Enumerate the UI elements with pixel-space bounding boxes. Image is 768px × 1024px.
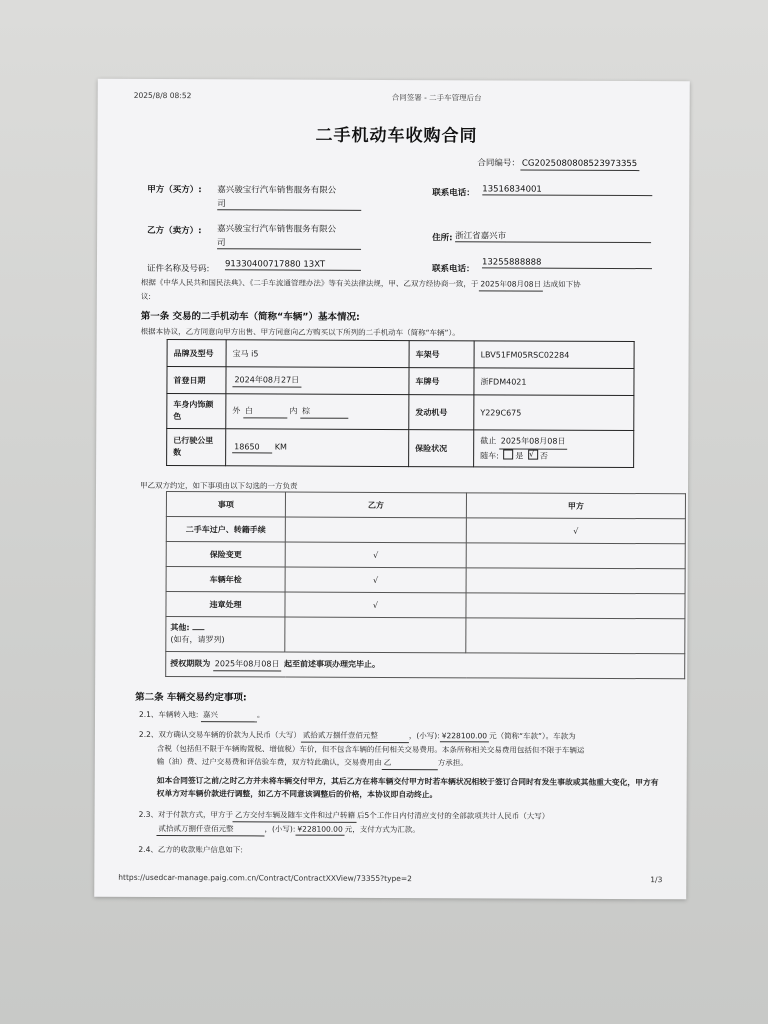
table-row xyxy=(167,367,634,396)
clause-2-2-line2: 含税（包括但不限于车辆购置税、增值税）车价，但不包含车辆的任何相关交易费用。本条所称相关交易费用包括但不限于车辆运 xyxy=(156,743,585,755)
party-a-label: 甲方（买方）: xyxy=(147,184,202,196)
other-hint: (如有，请罗列) xyxy=(170,635,225,645)
clause-2-2-text-a: 2.2、双方确认交易车辆的价款为人民币（大写） xyxy=(138,729,301,740)
mileage-unit: KM xyxy=(274,441,287,452)
agreement-intro-text: 甲乙双方约定，如下事项由以下勾选的一方负责 xyxy=(139,480,298,491)
id-value: 91330400717880 13XT xyxy=(225,259,361,271)
article1-title: 第一条 交易的二手机动车（简称“车辆”）基本情况: xyxy=(140,310,360,323)
row-b-mark: √ xyxy=(285,592,466,618)
table-row xyxy=(166,652,685,679)
deadline-suffix: 起至前述事项办理完毕止。 xyxy=(284,659,381,669)
col-b-header: 乙方 xyxy=(285,492,466,518)
contract-number-label: 合同编号： xyxy=(477,158,520,169)
clause-2-2-line3-a: 输（油）费、过户交易费和评估验车费，双方特此确认，交易费用由 xyxy=(156,756,382,767)
preamble-text-b: 达成如下协 xyxy=(543,279,581,289)
brand-label: 品牌及型号 xyxy=(167,340,226,367)
follow-no-label: 否 xyxy=(539,451,548,461)
insurance-cell xyxy=(474,430,634,468)
col-a-header: 甲方 xyxy=(466,493,685,519)
party-a-phone: 13516834001 xyxy=(482,184,652,196)
responsibility-table xyxy=(165,491,686,679)
deadline-cell xyxy=(166,652,685,679)
follow-no-checkbox[interactable] xyxy=(528,450,538,460)
party-b-name-line1: 嘉兴骏宝行汽车销售服务有限公 xyxy=(217,224,337,235)
party-b-phone-label: 联系电话： xyxy=(431,264,475,275)
row-a-mark xyxy=(466,568,685,594)
article2-title: 第二条 车辆交易约定事项: xyxy=(135,691,247,704)
table-row xyxy=(166,567,685,594)
id-label: 证件名称及号码: xyxy=(146,263,210,275)
other-b-mark xyxy=(285,617,466,653)
reg-date-value: 2024年08月27日 xyxy=(232,374,301,387)
reg-date-label: 首登日期 xyxy=(167,367,226,394)
clause-2-3-line1 xyxy=(139,809,550,824)
col-item-header: 事项 xyxy=(166,492,285,518)
table-row xyxy=(166,542,685,569)
clause-2-3-text-d: 元，支付方式为汇款。 xyxy=(344,824,420,835)
table-row xyxy=(166,617,685,654)
deadline-label: 授权期限为 xyxy=(170,658,211,668)
other-label: 其他: xyxy=(170,623,190,633)
ext-prefix: 外 xyxy=(232,405,241,415)
contract-number-value: CG2025080808523973355 xyxy=(520,159,639,172)
clause-2-1-value: 嘉兴 xyxy=(201,709,257,722)
other-blank xyxy=(192,628,204,630)
print-datetime: 2025/8/8 08:52 xyxy=(133,90,192,101)
clause-2-2-lower: ¥228100.00 xyxy=(440,731,489,742)
table-row xyxy=(167,429,634,468)
clause-2-3-text-c: ，(小写): xyxy=(264,824,296,834)
mileage-label: 已行驶公里数 xyxy=(167,429,226,466)
clause-2-3-lower: ¥228100.00 xyxy=(295,825,344,836)
engine-label: 发动机号 xyxy=(409,395,474,430)
table-row xyxy=(167,394,634,431)
clause-2-2-line3-b: 方承担。 xyxy=(437,758,468,768)
int-prefix: 内 xyxy=(289,406,298,416)
party-b-phone: 13255888888 xyxy=(482,257,652,269)
insurance-until: 2025年08月08日 xyxy=(499,434,568,449)
clause-2-2-line1 xyxy=(139,729,576,744)
party-a-name-line1: 嘉兴骏宝行汽车销售服务有限公 xyxy=(217,185,337,196)
vin-value: LBV51FM05RSC02284 xyxy=(474,341,634,369)
follow-yes-checkbox[interactable] xyxy=(503,449,513,459)
clause-2-3-cond: 乙方交付车辆及随车文件和过户转籍 xyxy=(233,809,357,823)
int-color: 棕 xyxy=(300,405,348,418)
party-a-phone-label: 联系电话： xyxy=(432,188,475,199)
clause-2-4: 2.4、乙方的收款账户信息如下: xyxy=(138,844,243,855)
clause-2-1-label: 2.1、车辆转入地: xyxy=(138,709,199,720)
contract-title: 二手机动车收购合同 xyxy=(315,125,478,147)
clause-2-3-upper: 贰拾贰万捌仟壹佰元整 xyxy=(156,823,264,836)
preamble-line1 xyxy=(141,277,581,292)
mileage-value: 18650 xyxy=(232,442,272,453)
row-a-mark xyxy=(466,543,685,569)
color-cell xyxy=(226,394,409,430)
clause-2-2-upper: 贰拾贰万捌仟壹佰元整 xyxy=(301,730,409,743)
row-b-mark: √ xyxy=(285,542,466,568)
mileage-cell xyxy=(226,429,409,467)
print-page-number: 1/3 xyxy=(650,875,663,885)
plate-value: 浙FDM4021 xyxy=(474,368,634,396)
table-row xyxy=(167,340,634,369)
clause-2-2-party: 乙 xyxy=(382,757,438,770)
clause-2-3-text-a: 2.3、对于付款方式，甲方于 xyxy=(138,809,234,820)
print-page-title: 合同签署 - 二手车管理后台 xyxy=(391,92,482,103)
plate-label: 车牌号 xyxy=(409,368,474,395)
reg-date-cell xyxy=(226,367,409,395)
clause-2-2-line3 xyxy=(157,756,468,770)
follow-yes-label: 是 xyxy=(515,451,524,461)
contract-number xyxy=(477,150,639,171)
vehicle-info-table xyxy=(166,339,635,468)
preamble-line2: 议: xyxy=(140,291,151,301)
row-item: 二手车过户、转籍手续 xyxy=(166,517,285,543)
clause-2-2-text-b: ，(小写): xyxy=(408,731,440,741)
clause-2-3-text-b: 后5个工作日内付清应支付的全部款项共计人民币（大写） xyxy=(356,810,550,821)
other-a-mark xyxy=(466,618,685,654)
contract-sheet xyxy=(94,79,690,900)
row-a-mark: √ xyxy=(466,518,685,544)
vin-label: 车架号 xyxy=(409,341,474,368)
party-b-address-label: 住所: xyxy=(432,233,453,244)
row-item: 车辆年检 xyxy=(166,567,285,593)
insurance-label: 保险状况 xyxy=(409,430,474,467)
clause-2-3-line2 xyxy=(156,823,419,837)
row-item: 违章处理 xyxy=(166,592,285,618)
table-row xyxy=(166,517,685,544)
clause-2-2-bold-para: 如本合同签订之前/之时乙方并未将车辆交付甲方，其后乙方在将车辆交付甲方时若车辆状况相较于签订合同时有发生事故或其他重大变化，甲方有权单方对车辆价款进行调整，如乙方不同意该调整后的价格，本协议即自动终止。 xyxy=(156,775,659,800)
row-item: 保险变更 xyxy=(166,542,285,568)
brand-value: 宝马 i5 xyxy=(226,340,409,368)
engine-value: Y229C675 xyxy=(474,395,634,431)
deadline-date: 2025年08月08日 xyxy=(213,658,282,671)
row-b-mark xyxy=(285,517,466,543)
insurance-prefix: 截止 xyxy=(480,436,497,446)
other-cell xyxy=(166,617,285,653)
clause-2-1: 2.1、车辆转入地: 嘉兴 。 xyxy=(139,709,264,723)
color-label: 车身内饰颜色 xyxy=(167,394,226,429)
party-b-address: 浙江省嘉兴市 xyxy=(455,229,651,243)
party-b-label: 乙方（卖方）: xyxy=(147,225,202,237)
row-a-mark xyxy=(466,593,685,619)
print-url: https://usedcar-manage.paig.com.cn/Contract/ContractXXView/73355?type=2 xyxy=(118,872,412,884)
article1-intro: 根据本协议，乙方同意向甲方出售、甲方同意向乙方购买以下所列的二手机动车（简称“车辆”）。 xyxy=(140,326,460,338)
follow-label: 随车: xyxy=(480,451,499,461)
preamble-text-a: 根据《中华人民共和国民法典》、《二手车流通管理办法》等有关法律法规，甲、乙双方经协商一致，于 xyxy=(140,277,479,289)
ext-color: 白 xyxy=(243,405,287,418)
row-b-mark: √ xyxy=(285,567,466,593)
party-a-name-line2: 司 xyxy=(217,197,361,211)
table-row xyxy=(166,492,685,519)
preamble-date: 2025年08月08日 xyxy=(478,278,543,291)
clause-2-2-text-c: 元（简称“车款”）。车款为 xyxy=(489,731,576,741)
party-b-name-line2: 司 xyxy=(217,236,361,250)
table-row xyxy=(166,592,685,619)
agreement-intro xyxy=(140,480,298,492)
